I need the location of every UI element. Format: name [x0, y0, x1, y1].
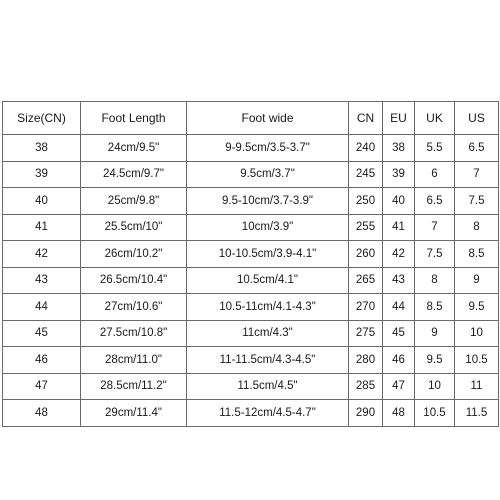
cell-foot-length: 25.5cm/10": [81, 214, 187, 241]
cell-us: 11: [455, 373, 499, 400]
cell-uk: 6: [415, 161, 455, 188]
cell-foot-length: 27.5cm/10.8": [81, 320, 187, 347]
cell-uk: 9: [415, 320, 455, 347]
cell-cn: 260: [349, 241, 383, 268]
cell-foot-wide: 10.5-11cm/4.1-4.3": [187, 294, 349, 321]
cell-us: 7.5: [455, 188, 499, 215]
cell-us: 11.5: [455, 400, 499, 427]
cell-uk: 8: [415, 267, 455, 294]
cell-cn: 290: [349, 400, 383, 427]
table-row: [3, 241, 499, 268]
cell-eu: 46: [383, 347, 415, 374]
header-row: [3, 102, 499, 135]
cell-size-cn: 48: [3, 400, 81, 427]
header-cn: CN: [349, 102, 383, 135]
table-row: [3, 373, 499, 400]
cell-size-cn: 38: [3, 135, 81, 162]
cell-us: 10: [455, 320, 499, 347]
cell-cn: 245: [349, 161, 383, 188]
table-row: [3, 267, 499, 294]
cell-size-cn: 45: [3, 320, 81, 347]
cell-eu: 43: [383, 267, 415, 294]
table-body: [3, 135, 499, 427]
table-row: [3, 135, 499, 162]
cell-size-cn: 39: [3, 161, 81, 188]
cell-us: 7: [455, 161, 499, 188]
cell-size-cn: 42: [3, 241, 81, 268]
cell-foot-wide: 11cm/4.3": [187, 320, 349, 347]
cell-uk: 7: [415, 214, 455, 241]
table-row: [3, 400, 499, 427]
cell-us: 8.5: [455, 241, 499, 268]
cell-cn: 250: [349, 188, 383, 215]
cell-eu: 47: [383, 373, 415, 400]
cell-foot-wide: 9-9.5cm/3.5-3.7": [187, 135, 349, 162]
header-us: US: [455, 102, 499, 135]
cell-uk: 7.5: [415, 241, 455, 268]
header-foot-length: Foot Length: [81, 102, 187, 135]
cell-foot-length: 27cm/10.6": [81, 294, 187, 321]
cell-foot-length: 26.5cm/10.4": [81, 267, 187, 294]
cell-cn: 280: [349, 347, 383, 374]
table-row: [3, 294, 499, 321]
table-row: [3, 214, 499, 241]
table-row: [3, 161, 499, 188]
cell-uk: 6.5: [415, 188, 455, 215]
cell-eu: 48: [383, 400, 415, 427]
cell-foot-wide: 10.5cm/4.1": [187, 267, 349, 294]
cell-cn: 270: [349, 294, 383, 321]
cell-eu: 44: [383, 294, 415, 321]
cell-size-cn: 40: [3, 188, 81, 215]
cell-eu: 40: [383, 188, 415, 215]
cell-foot-length: 29cm/11.4": [81, 400, 187, 427]
cell-foot-wide: 9.5cm/3.7": [187, 161, 349, 188]
cell-foot-length: 26cm/10.2": [81, 241, 187, 268]
cell-cn: 240: [349, 135, 383, 162]
cell-size-cn: 43: [3, 267, 81, 294]
cell-foot-length: 25cm/9.8": [81, 188, 187, 215]
cell-cn: 255: [349, 214, 383, 241]
cell-cn: 265: [349, 267, 383, 294]
cell-foot-length: 24.5cm/9.7": [81, 161, 187, 188]
size-chart-table: [2, 101, 499, 427]
cell-us: 6.5: [455, 135, 499, 162]
cell-eu: 38: [383, 135, 415, 162]
cell-us: 10.5: [455, 347, 499, 374]
cell-eu: 41: [383, 214, 415, 241]
cell-eu: 45: [383, 320, 415, 347]
header-uk: UK: [415, 102, 455, 135]
cell-foot-wide: 11.5cm/4.5": [187, 373, 349, 400]
cell-uk: 5.5: [415, 135, 455, 162]
cell-size-cn: 46: [3, 347, 81, 374]
cell-size-cn: 47: [3, 373, 81, 400]
cell-uk: 10.5: [415, 400, 455, 427]
cell-eu: 39: [383, 161, 415, 188]
cell-us: 9: [455, 267, 499, 294]
cell-foot-wide: 9.5-10cm/3.7-3.9": [187, 188, 349, 215]
cell-size-cn: 41: [3, 214, 81, 241]
cell-foot-wide: 11.5-12cm/4.5-4.7": [187, 400, 349, 427]
cell-foot-length: 28cm/11.0": [81, 347, 187, 374]
cell-cn: 275: [349, 320, 383, 347]
cell-foot-length: 24cm/9.5": [81, 135, 187, 162]
table-row: [3, 347, 499, 374]
header-foot-wide: Foot wide: [187, 102, 349, 135]
cell-foot-length: 28.5cm/11.2": [81, 373, 187, 400]
cell-us: 8: [455, 214, 499, 241]
cell-foot-wide: 10cm/3.9": [187, 214, 349, 241]
cell-uk: 9.5: [415, 347, 455, 374]
cell-foot-wide: 11-11.5cm/4.3-4.5": [187, 347, 349, 374]
header-eu: EU: [383, 102, 415, 135]
cell-foot-wide: 10-10.5cm/3.9-4.1": [187, 241, 349, 268]
cell-uk: 8.5: [415, 294, 455, 321]
cell-cn: 285: [349, 373, 383, 400]
cell-uk: 10: [415, 373, 455, 400]
cell-eu: 42: [383, 241, 415, 268]
table-row: [3, 320, 499, 347]
cell-us: 9.5: [455, 294, 499, 321]
table-row: [3, 188, 499, 215]
header-size-cn: Size(CN): [3, 102, 81, 135]
cell-size-cn: 44: [3, 294, 81, 321]
